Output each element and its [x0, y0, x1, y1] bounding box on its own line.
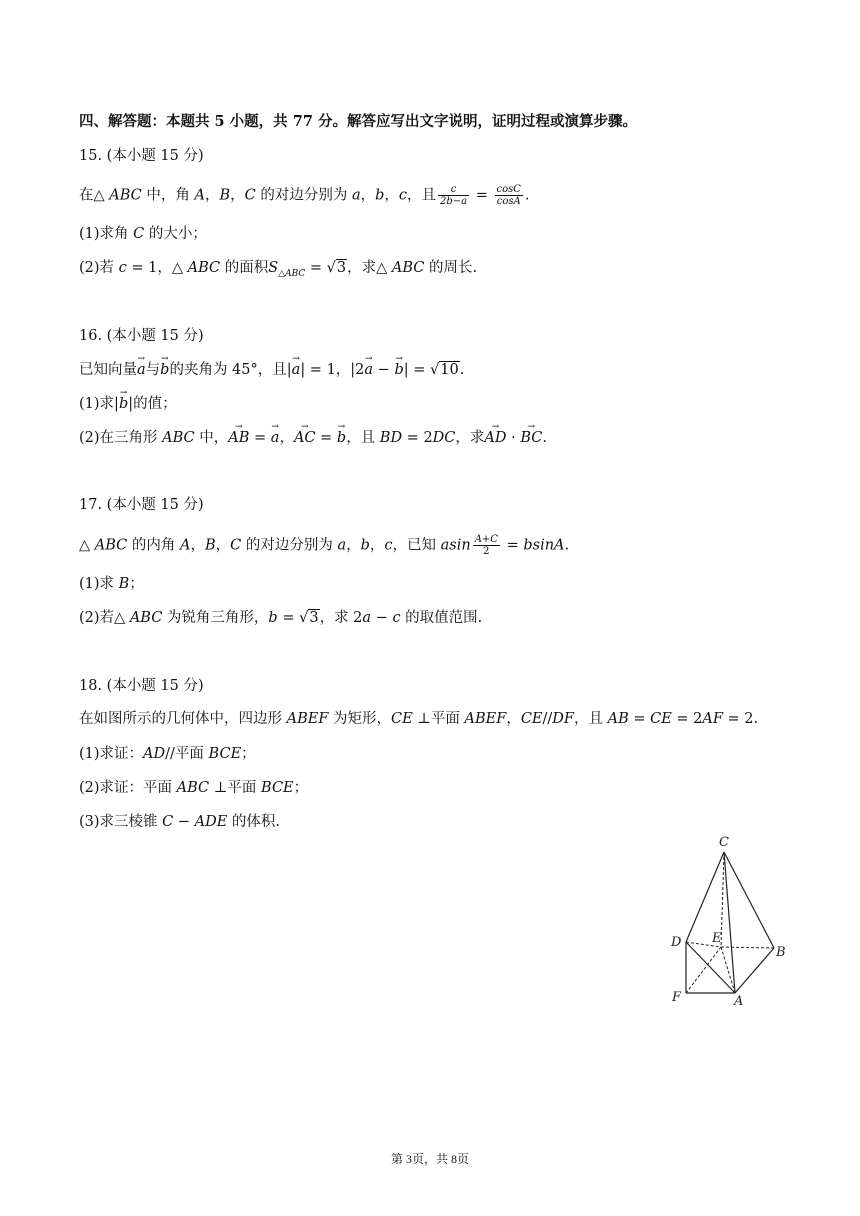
label-A: A [734, 994, 744, 1009]
problem-16-part2: (2)在三角形 ABC 中，→ AB = → a，→ AC = → b，且 BD = 2DC，求→ AD · → BC. [79, 428, 547, 448]
page-footer: 第 3页，共 8页 [390, 1152, 469, 1166]
edge-EB-hidden [721, 947, 774, 948]
edge-CB [724, 852, 774, 948]
problem-16-part1: (1)求|→ b|的值； [79, 394, 177, 414]
problem-17-part2: (2)若△ ABC 为锐角三角形，b = √3，求 2a − c 的取值范围. [79, 610, 483, 626]
label-F: F [672, 990, 682, 1005]
problem-16-heading: 16. (本小题 15 分) [79, 328, 204, 344]
problem-18-part2: (2)求证：平面 ABC ⊥平面 BCE； [79, 780, 309, 796]
problem-15-part2: (2)若 c = 1，△ ABC 的面积$S_{\triangle ABC} = √3$，求△ ABC 的周长. [79, 260, 478, 279]
problem-15-statement: 在△ ABC 中，角 A，B，C 的对边分别为 a，b，c，且 $\frac{c}{2b-a}$ = $\frac{\cos C}{\cos A}$ . [79, 184, 530, 207]
geometry-figure [664, 830, 794, 1010]
label-D: D [671, 935, 682, 950]
problem-16-statement: 已知向量→ a与→ b的夹角为 45°，且|→ a| = 1，|2→ a − → b| = √10. [79, 360, 464, 380]
label-E: E [712, 931, 722, 946]
problem-17-part1: (1)求 B； [79, 576, 144, 592]
section-header: 四、解答题：本题共 5 小题，共 77 分。解答应写出文字说明，证明过程或演算步骤。 [79, 113, 637, 130]
label-C: C [719, 835, 729, 850]
problem-15-heading: 15. (本小题 15 分) [79, 148, 204, 164]
problem-18-part1: (1)求证：AD//平面 BCE； [79, 746, 256, 762]
problem-18-statement: 在如图所示的几何体中，四边形 ABEF 为矩形，CE ⊥平面 ABEF，CE//DF，且 AB = CE = 2AF = 2. [79, 711, 759, 727]
problem-18-part3: (3)求三棱锥 C − ADE 的体积. [79, 814, 281, 830]
problem-18-heading: 18. (本小题 15 分) [79, 678, 204, 694]
edge-CD [686, 852, 724, 942]
edge-CA [724, 852, 735, 993]
label-B: B [776, 945, 786, 960]
edge-EF-hidden [686, 947, 721, 993]
problem-17-heading: 17. (本小题 15 分) [79, 497, 204, 513]
problem-17-statement: △ ABC 的内角 A，B，C 的对边分别为 a，b，c，已知 asin $\frac{A+C}{2}$ = bsinA. [79, 534, 570, 557]
edge-AB [735, 948, 774, 993]
problem-15-part1: (1)求角 C 的大小； [79, 226, 207, 242]
